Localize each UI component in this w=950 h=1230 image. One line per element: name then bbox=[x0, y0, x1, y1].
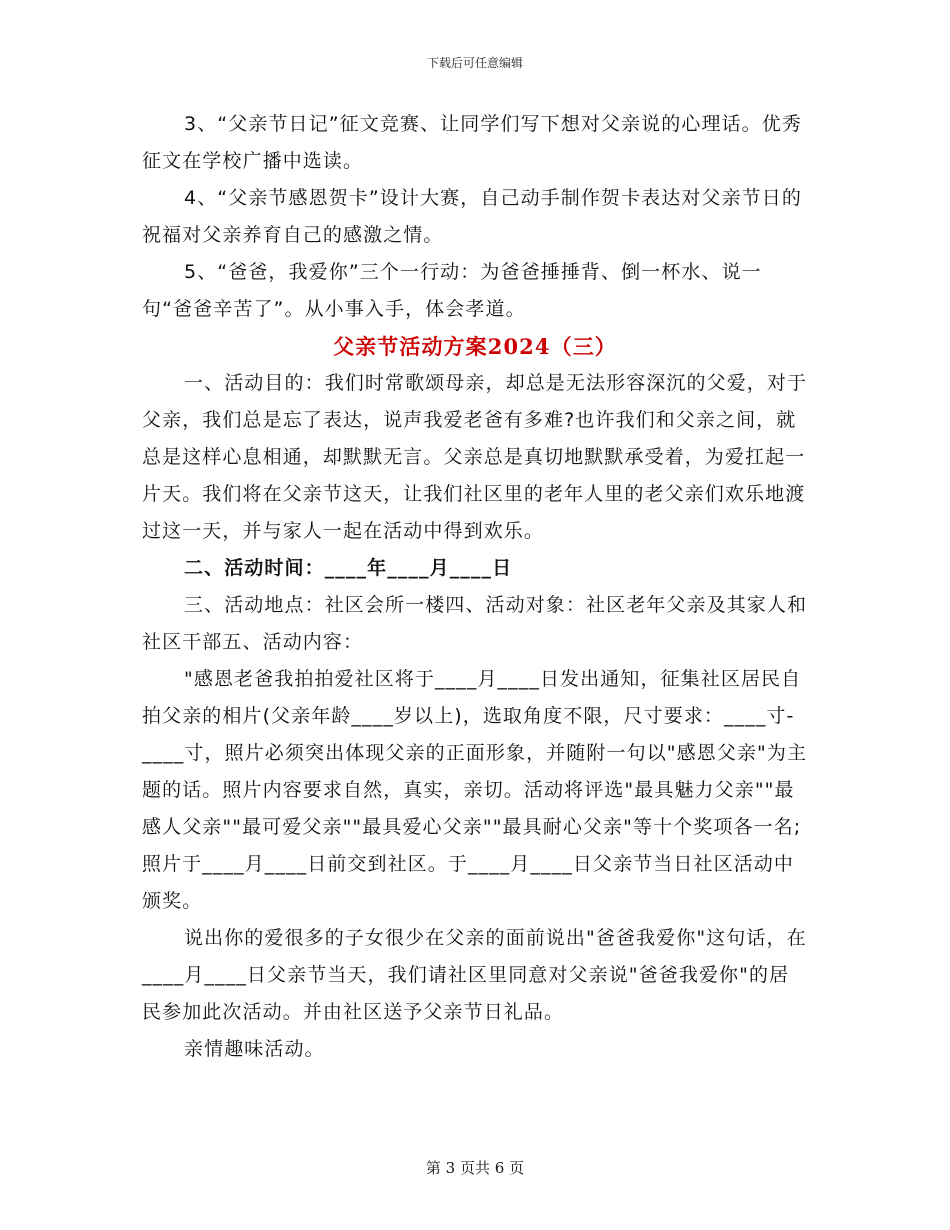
paragraph-photo-activity: "感恩老爸我拍拍爱社区将于____月____日发出通知，征集社区居民自拍父亲的相片(父亲年龄____岁以上)，选取角度不限，尺寸要求：____寸-____寸，照片必须突出体现父亲的正面形象，并随附一句以"感恩父亲"为主题的话。照片内容要求自然，真实，亲切。活动将评选"最具魅力父亲""最感人父亲""最可爱父亲""最具爱心父亲""最具耐心父亲"等十个奖项各一名;照片于____月____日前交到社区。于____月____日父亲节当日社区活动中颁奖。 bbox=[142, 668, 808, 912]
paragraph-time: 二、活动时间：____年____月____日 bbox=[184, 557, 513, 579]
paragraph-purpose: 一、活动目的：我们时常歌颂母亲，却总是无法形容深沉的父爱，对于父亲，我们总是忘了表达，说声我爱老爸有多难?也许我们和父亲之间，就总是这样心息相通，却默默无言。父亲总是真切地默默承受着，为爱扛起一片天。我们将在父亲节这天，让我们社区里的老年人里的老父亲们欢乐地渡过这一天，并与家人一起在活动中得到欢乐。 bbox=[142, 372, 808, 542]
paragraph-love-activity: 说出你的爱很多的子女很少在父亲的面前说出"爸爸我爱你"这句话，在____月____日父亲节当天，我们请社区里同意对父亲说"爸爸我爱你"的居民参加此次活动。并由社区送予父亲节日礼品。 bbox=[142, 927, 807, 1023]
page-footer: 第 3 页共 6 页 bbox=[425, 1159, 525, 1177]
page-header: 下载后可任意编辑 bbox=[426, 56, 523, 70]
paragraph-place: 三、活动地点：社区会所一楼四、活动对象：社区老年父亲及其家人和社区干部五、活动内容： bbox=[142, 594, 808, 653]
list-item-3: 3、“父亲节日记”征文竞赛、让同学们写下想对父亲说的心理话。优秀征文在学校广播中选读。 bbox=[142, 113, 802, 172]
list-item-5: 5、“爸爸，我爱你”三个一行动：为爸爸捶捶背、倒一杯水、说一句“爸爸辛苦了”。从小事入手，体会孝道。 bbox=[142, 261, 762, 320]
document-body bbox=[142, 106, 808, 1068]
list-item-4: 4、“父亲节感恩贺卡”设计大赛，自己动手制作贺卡表达对父亲节日的祝福对父亲养育自己的感激之情。 bbox=[142, 187, 802, 246]
paragraph-fun-activity: 亲情趣味活动。 bbox=[184, 1038, 325, 1060]
section-title: 父亲节活动方案2024（三） bbox=[333, 334, 617, 359]
